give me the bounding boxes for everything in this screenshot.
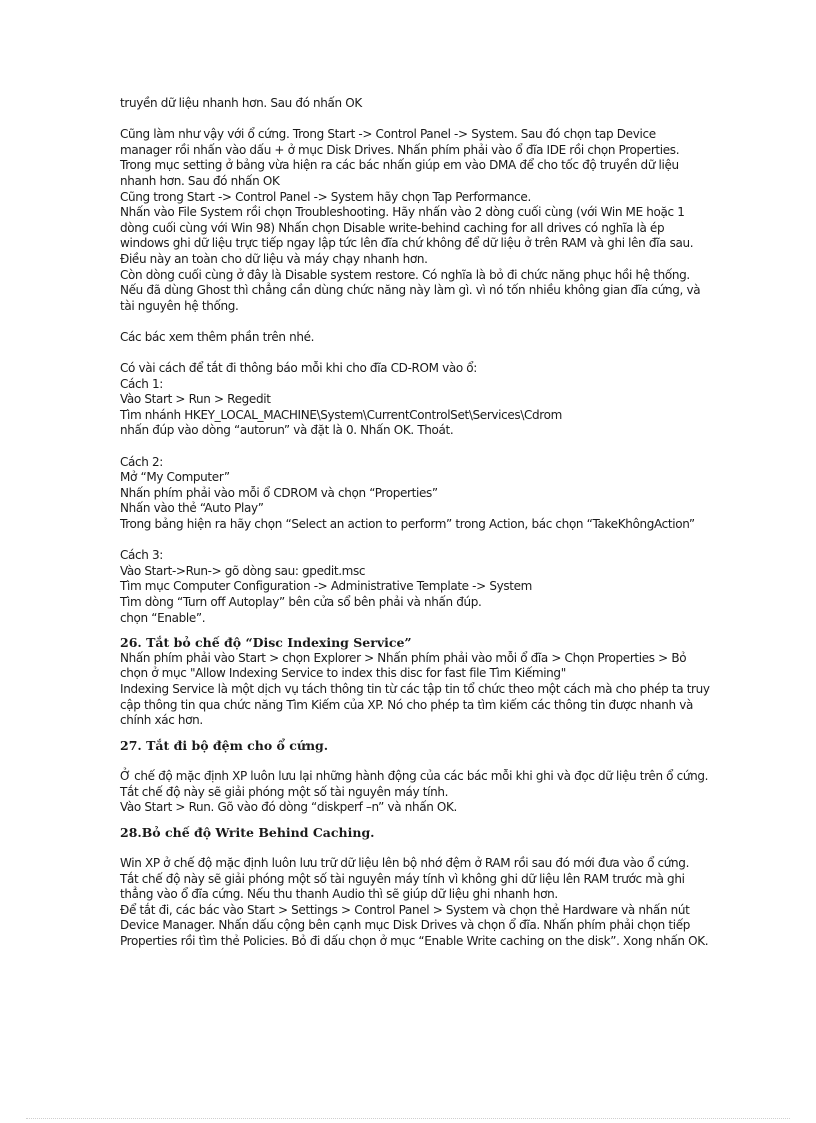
method-1-title: Cách 1:: [120, 376, 163, 391]
paragraph: Cũng trong Start -> Control Panel -> System hãy chọn Tap Performance.: [120, 189, 531, 204]
paragraph: Các bác xem thêm phần trên nhé.: [120, 329, 315, 344]
method-2-step: Trong bảng hiện ra hãy chọn “Select an action to perform” trong Action, bác chọn “TakeKhôngAction”: [120, 517, 695, 532]
method-2-step: Mở “My Computer”: [120, 470, 230, 485]
document-body: [120, 96, 710, 949]
method-3-step: Tìm dòng “Turn off Autoplay” bên cửa sổ bên phải và nhấn đúp.: [120, 595, 482, 609]
paragraph: Nhấn phím phải vào Start > chọn Explorer > Nhấn phím phải vào mỗi ổ đĩa > Chọn Properties > Bỏ chọn ở mục "Allow Indexing Service to index this disc for fast file Tìm Kiếming": [120, 650, 687, 681]
paragraph: truyền dữ liệu nhanh hơn. Sau đó nhấn OK: [120, 96, 362, 110]
paragraph: Ở chế độ mặc định XP luôn lưu lại những hành động của các bác mỗi khi ghi và đọc dữ liệu trên ổ cứng. Tắt chế độ này sẽ giải phóng một số tài nguyên máy tính.: [120, 768, 709, 799]
method-3-step: Vào Start->Run-> gõ dòng sau: gpedit.msc: [120, 563, 366, 578]
paragraph: Còn dòng cuối cùng ở đây là Disable system restore. Có nghĩa là bỏ đi chức năng phục hồi hệ thống. Nếu đã dùng Ghost thì chẳng cần dùng chức năng này làm gì. vì nó tốn nhiều không gian đĩa cứng, và tài nguyên hệ thống.: [120, 267, 701, 313]
paragraph: Cũng làm như vậy với ổ cứng. Trong Start -> Control Panel -> System. Sau đó chọn tap Device manager rồi nhấn vào dấu + ở mục Disk Drives. Nhấn phím phải vào ổ đĩa IDE rồi chọn Properties. Trong mục setting ở bảng vừa hiện ra các bác nhấn giúp em vào DMA để cho tốc độ truyền dữ liệu nhanh hơn. Sau đó nhấn OK: [120, 127, 680, 188]
paragraph: Vào Start > Run. Gõ vào đó dòng “diskperf –n” và nhấn OK.: [120, 800, 458, 815]
section-heading-28: 28.Bỏ chế độ Write Behind Caching.: [120, 824, 375, 840]
method-2-step: Nhấn vào thẻ “Auto Play”: [120, 501, 264, 516]
paragraph: Để tắt đi, các bác vào Start > Settings > Control Panel > System và chọn thẻ Hardware và nhấn nút Device Manager. Nhấn dấu cộng bên cạnh mục Disk Drives và chọn ổ đĩa. Nhấn phím phải chọn tiếp Properties rồi tìm thẻ Policies. Bỏ đi dấu chọn ở mục “Enable Write caching on the disk”. Xong nhấn OK.: [120, 902, 709, 948]
paragraph: Nhấn vào File System rồi chọn Troubleshooting. Hãy nhấn vào 2 dòng cuối cùng (với Win ME hoặc 1 dòng cuối cùng với Win 98) Nhấn chọn Disable write-behind caching for all drives có nghĩa là ép windows ghi dữ liệu trực tiếp ngay lập tức lên đĩa chứ không để dữ liệu ở trên RAM và ghi lên đĩa sau. Điều này an toàn cho dữ liệu và máy chạy nhanh hơn.: [120, 205, 694, 266]
method-3-step: chọn “Enable”.: [120, 610, 206, 625]
method-1-step: nhấn đúp vào dòng “autorun” và đặt là 0. Nhấn OK. Thoát.: [120, 423, 454, 438]
method-2-title: Cách 2:: [120, 454, 163, 469]
method-2-step: Nhấn phím phải vào mỗi ổ CDROM và chọn “Properties”: [120, 485, 438, 500]
paragraph: Win XP ở chế độ mặc định luôn lưu trữ dữ liệu lên bộ nhớ đệm ở RAM rồi sau đó mới đưa vào ổ cứng. Tắt chế độ này sẽ giải phóng một số tài nguyên máy tính vì không ghi dữ liệu lên RAM trước mà ghi thẳng vào ổ đĩa cứng. Nếu thu thanh Audio thì sẽ giúp dữ liệu ghi nhanh hơn.: [120, 855, 690, 902]
section-heading-26: 26. Tắt bỏ chế độ “Disc Indexing Service”: [120, 635, 412, 651]
paragraph: Indexing Service là một dịch vụ tách thông tin từ các tập tin tổ chức theo một cách mà cho phép ta truy cập thông tin qua chức năng Tìm Kiếm của XP. Nó cho phép ta tìm kiếm các thông tin được nhanh và chính xác hơn.: [120, 681, 710, 728]
page-bottom-rule: [26, 1118, 790, 1119]
paragraph: Có vài cách để tắt đi thông báo mỗi khi cho đĩa CD-ROM vào ổ:: [120, 361, 477, 376]
section-heading-27: 27. Tắt đi bộ đệm cho ổ cứng.: [120, 737, 329, 753]
method-3-step: Tìm mục Computer Configuration -> Administrative Template -> System: [120, 579, 532, 594]
method-1-step: Vào Start > Run > Regedit: [120, 392, 271, 407]
method-1-step: Tìm nhánh HKEY_LOCAL_MACHINE\System\CurrentControlSet\Services\Cdrom: [120, 407, 562, 422]
method-3-title: Cách 3:: [120, 548, 163, 563]
